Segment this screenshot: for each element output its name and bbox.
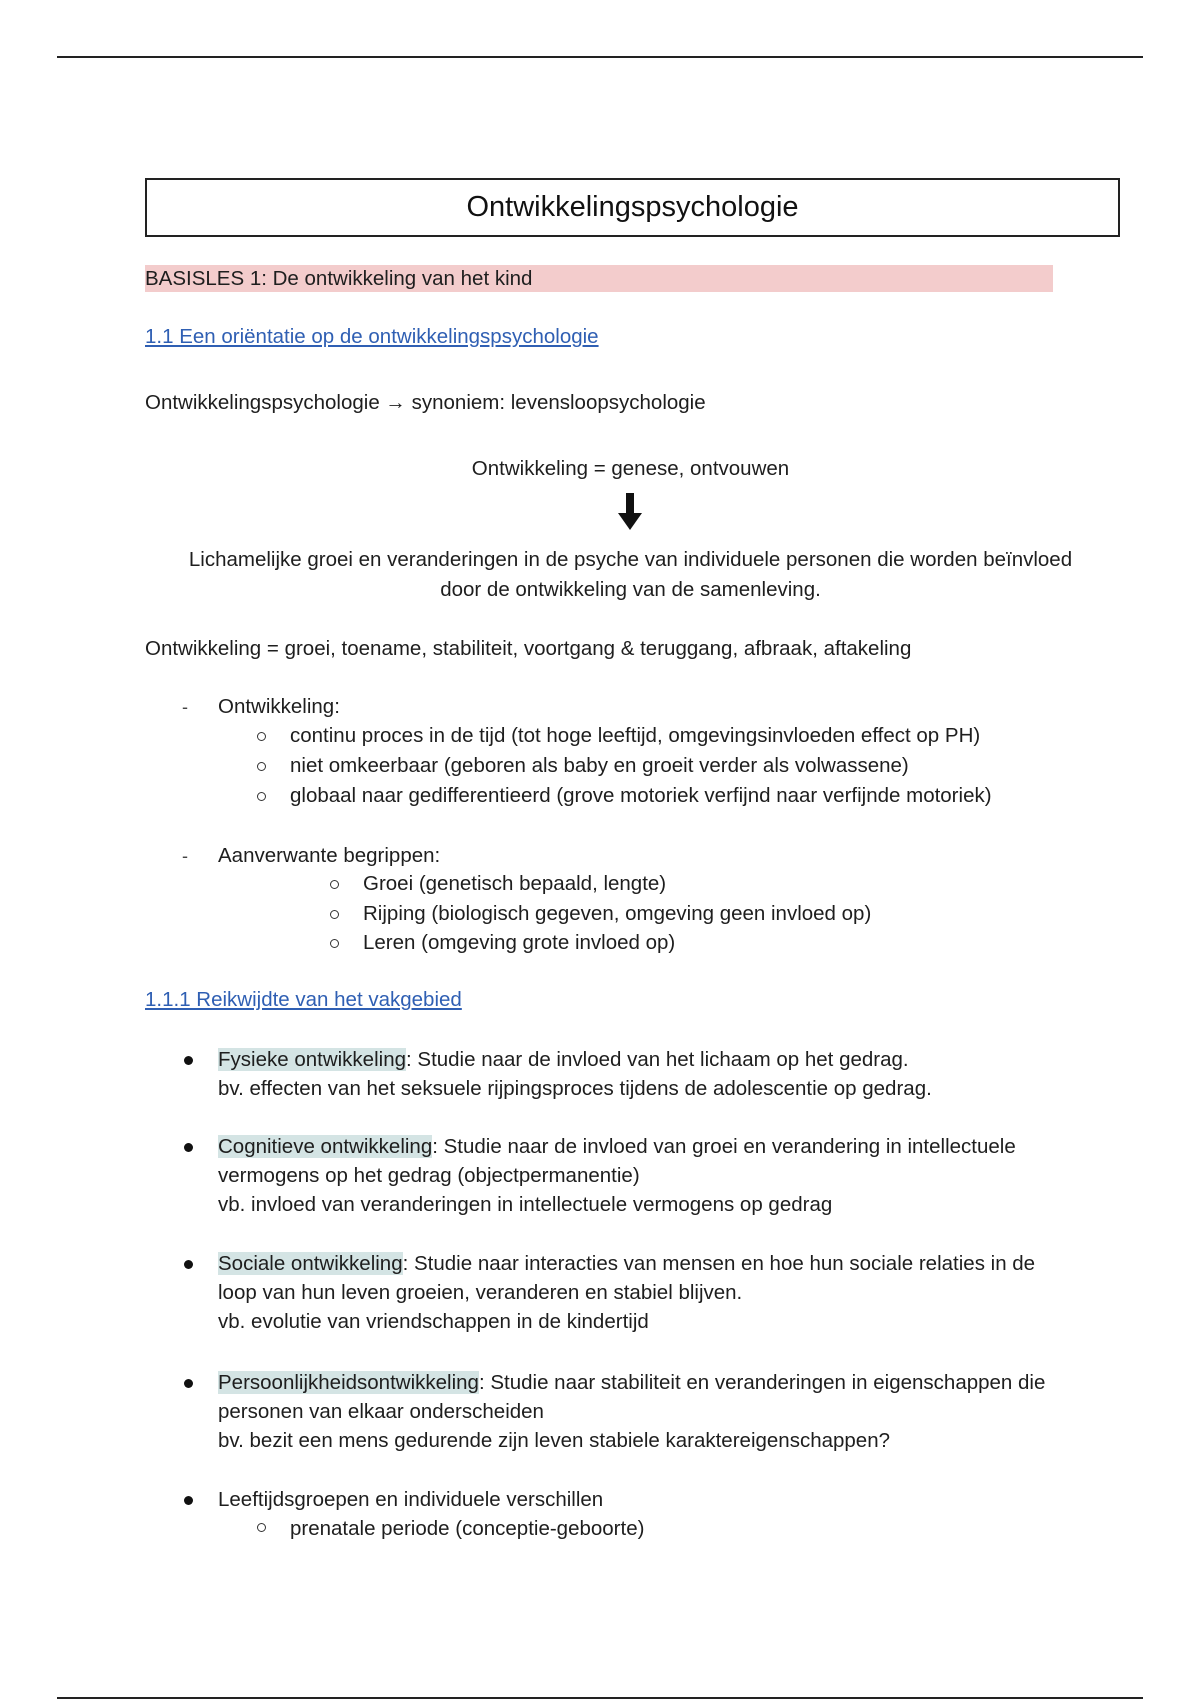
section-1-1-1-link[interactable]: 1.1.1 Reikwijdte van het vakgebied: [145, 988, 462, 1011]
bottom-rule: [57, 1697, 1143, 1699]
circle-bullet: [330, 939, 339, 948]
growth-line: Ontwikkeling = groei, toename, stabiliteit, voortgang & teruggang, afbraak, aftakeling: [145, 637, 912, 660]
bullet-line: loop van hun leven groeien, veranderen en stabiel blijven.: [218, 1281, 743, 1304]
circle-bullet: [257, 1523, 266, 1532]
bullet-line: vb. invloed van veranderingen in intellectuele vermogens op gedrag: [218, 1193, 833, 1216]
list1-item: niet omkeerbaar (geboren als baby en groeit verder als volwassene): [290, 754, 909, 777]
arrow-down-icon: [618, 493, 642, 531]
term-highlight: Sociale ontwikkeling: [218, 1252, 403, 1275]
list2-label: Aanverwante begrippen:: [218, 844, 441, 867]
bullet-social: Sociale ontwikkeling: Studie naar interacties van mensen en hoe hun sociale relaties in de: [218, 1252, 1036, 1275]
term-highlight: Fysieke ontwikkeling: [218, 1048, 406, 1071]
bullet-personality: Persoonlijkheidsontwikkeling: Studie naar stabiliteit en veranderingen in eigenschappen die: [218, 1371, 1046, 1394]
dash-bullet: -: [182, 846, 188, 866]
list1-item: continu proces in de tijd (tot hoge leeftijd, omgevingsinvloeden effect op PH): [290, 724, 981, 747]
bullet-line: vermogens op het gedrag (objectpermanentie): [218, 1164, 640, 1187]
top-rule: [57, 56, 1143, 58]
list1-item: globaal naar gedifferentieerd (grove motoriek verfijnd naar verfijnde motoriek): [290, 784, 992, 807]
definition-top: Ontwikkeling = genese, ontvouwen: [471, 457, 790, 480]
list2-item: Groei (genetisch bepaald, lengte): [363, 872, 667, 895]
bullet-line: vb. evolutie van vriendschappen in de kindertijd: [218, 1310, 649, 1333]
lesson-header: BASISLES 1: De ontwikkeling van het kind: [145, 265, 1053, 292]
bullet-dot: [184, 1260, 193, 1269]
bullet-age-groups: Leeftijdsgroepen en individuele verschillen: [218, 1488, 604, 1511]
bullet-dot: [184, 1496, 193, 1505]
list2-item: Leren (omgeving grote invloed op): [363, 931, 676, 954]
list1-label: Ontwikkeling:: [218, 695, 340, 718]
bullet-dot: [184, 1143, 193, 1152]
circle-bullet: [330, 880, 339, 889]
circle-bullet: [257, 732, 266, 741]
section-1-1-link[interactable]: 1.1 Een oriëntatie op de ontwikkelingspsychologie: [145, 325, 599, 348]
circle-bullet: [257, 792, 266, 801]
list2-item: Rijping (biologisch gegeven, omgeving geen invloed op): [363, 902, 872, 925]
bullet-physical: Fysieke ontwikkeling: Studie naar de invloed van het lichaam op het gedrag.: [218, 1048, 909, 1071]
bullet-cognitive: Cognitieve ontwikkeling: Studie naar de invloed van groei en verandering in intellectuele: [218, 1135, 1016, 1158]
bullet-line: personen van elkaar onderscheiden: [218, 1400, 544, 1423]
bullet-dot: [184, 1379, 193, 1388]
bullet-line: bv. effecten van het seksuele rijpingsproces tijdens de adolescentie op gedrag.: [218, 1077, 932, 1100]
circle-bullet: [330, 910, 339, 919]
document-title: Ontwikkelingspsychologie: [145, 178, 1120, 237]
term-highlight: Cognitieve ontwikkeling: [218, 1135, 433, 1158]
bullet-line: bv. bezit een mens gedurende zijn leven stabiele karaktereigenschappen?: [218, 1429, 891, 1452]
bullet-dot: [184, 1056, 193, 1065]
sub-item-prenatal: prenatale periode (conceptie-geboorte): [290, 1517, 645, 1540]
definition-bottom-line-2: door de ontwikkeling van de samenleving.: [440, 578, 821, 601]
dash-bullet: -: [182, 697, 188, 717]
circle-bullet: [257, 762, 266, 771]
definition-bottom-line-1: Lichamelijke groei en veranderingen in de psyche van individuele personen die worden beïnvloed: [188, 548, 1073, 571]
synonym-line: Ontwikkelingspsychologie → synoniem: levensloopsychologie: [145, 391, 706, 414]
term-highlight: Persoonlijkheidsontwikkeling: [218, 1371, 479, 1394]
